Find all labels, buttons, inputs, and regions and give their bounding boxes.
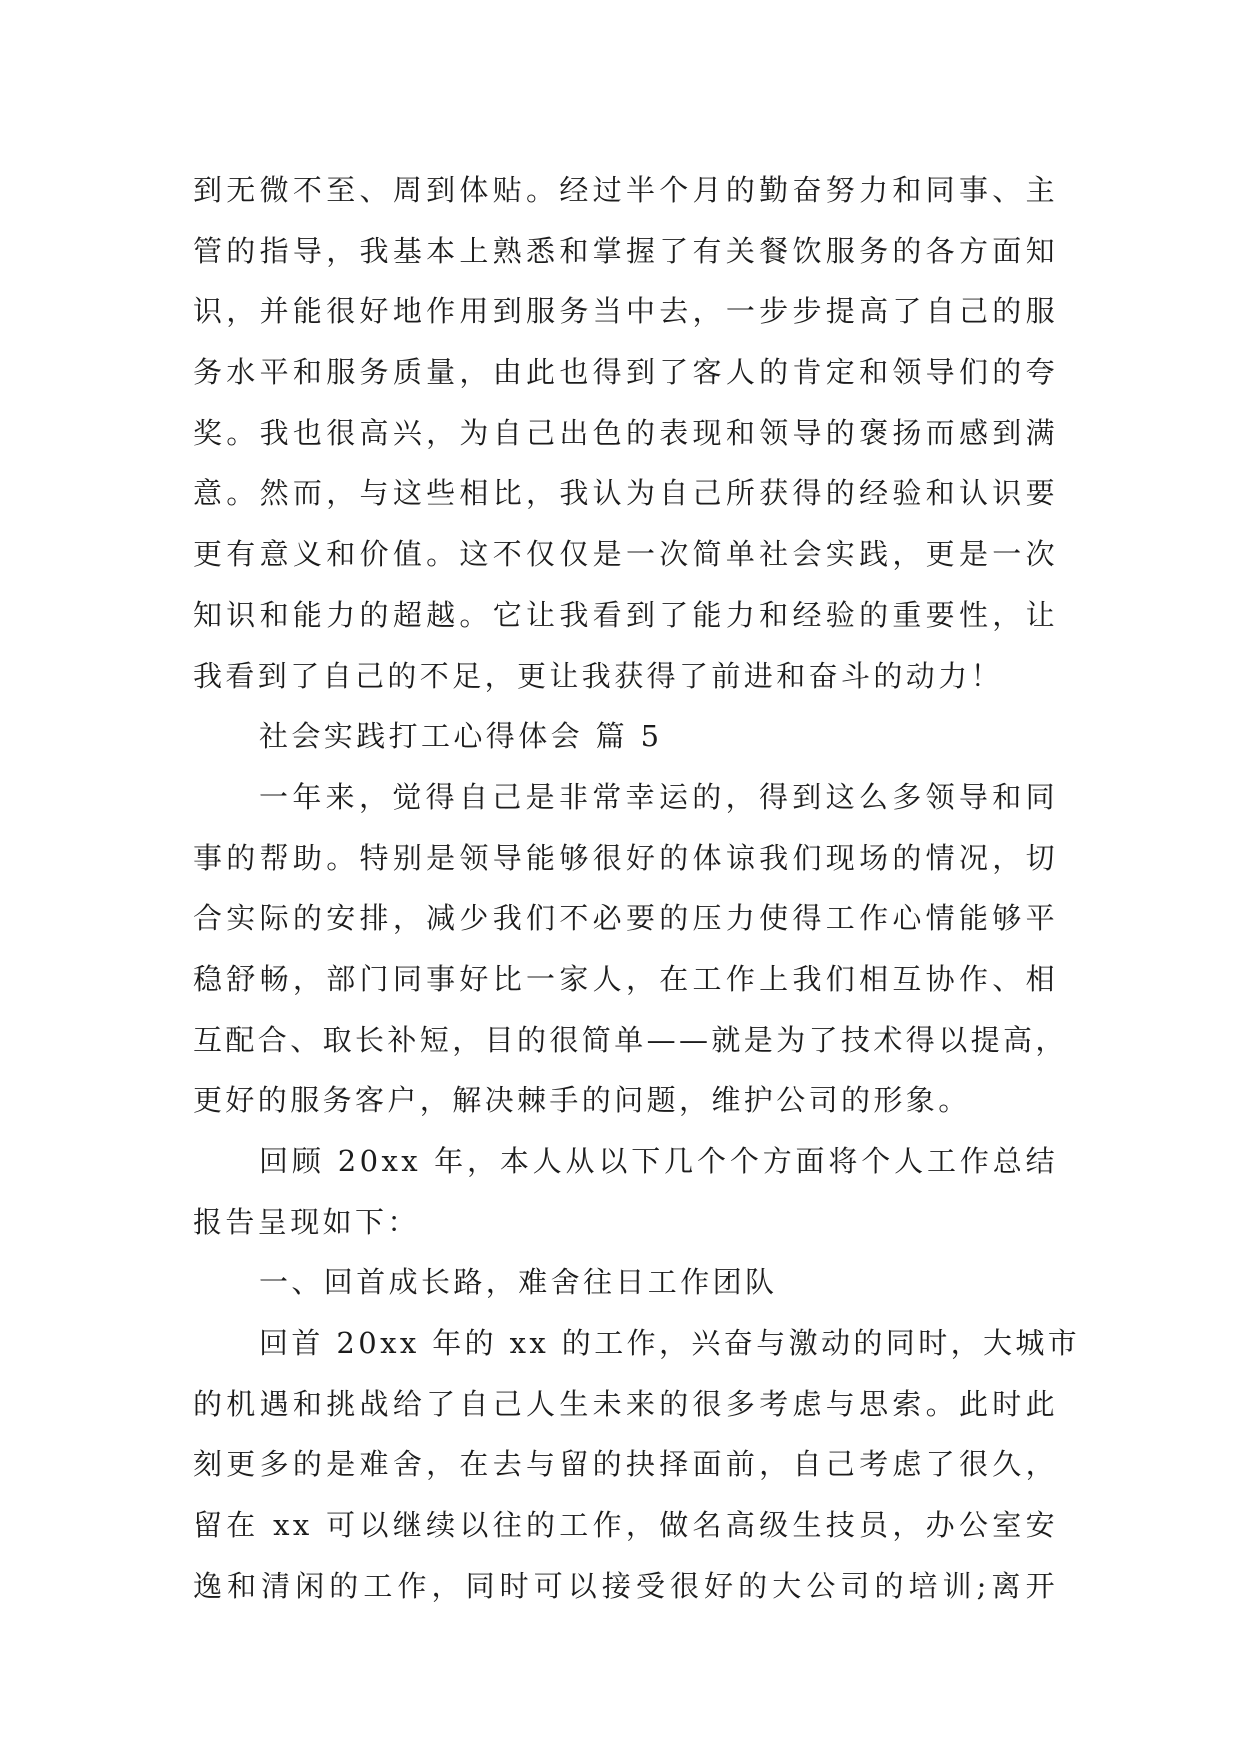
text-line: 回顾 20xx 年，本人从以下几个个方面将个人工作总结: [259, 1144, 1058, 1178]
text-line: 逸和清闲的工作，同时可以接受很好的大公司的培训;离开: [193, 1568, 1058, 1603]
text-line: 奖。我也很高兴，为自己出色的表现和领导的褒扬而感到满: [193, 415, 1058, 450]
text-line: 务水平和服务质量，由此也得到了客人的肯定和领导们的夸: [193, 355, 1058, 390]
text-line: 更有意义和价值。这不仅仅是一次简单社会实践，更是一次: [193, 537, 1058, 572]
text-line: 意。然而，与这些相比，我认为自己所获得的经验和认识要: [193, 476, 1058, 511]
text-line: 事的帮助。特别是领导能够很好的体谅我们现场的情况，切: [193, 840, 1058, 875]
text-line: 更好的服务客户，解决棘手的问题，维护公司的形象。: [193, 1083, 971, 1118]
text-line: 知识和能力的超越。它让我看到了能力和经验的重要性，让: [193, 597, 1058, 632]
text-line: 到无微不至、周到体贴。经过半个月的勤奋努力和同事、主: [193, 173, 1058, 207]
text-line: 合实际的安排，减少我们不必要的压力使得工作心情能够平: [193, 901, 1058, 936]
text-line: 刻更多的是难舍，在去与留的抉择面前，自己考虑了很久，: [193, 1447, 1058, 1482]
text-line: 的机遇和挑战给了自己人生未来的很多考虑与思索。此时此: [193, 1386, 1058, 1421]
text-line: 回首 20xx 年的 xx 的工作，兴奋与激动的同时，大城市: [259, 1326, 1081, 1361]
text-line: 留在 xx 可以继续以往的工作，做名高级生技员，办公室安: [193, 1508, 1058, 1543]
section-heading: 社会实践打工心得体会 篇 5: [259, 719, 663, 754]
text-line: 管的指导，我基本上熟悉和掌握了有关餐饮服务的各方面知: [193, 233, 1058, 268]
document-body: [193, 160, 1081, 1617]
text-line: 稳舒畅，部门同事好比一家人，在工作上我们相互协作、相: [193, 961, 1058, 996]
text-line: 报告呈现如下：: [193, 1204, 420, 1239]
text-line: 互配合、取长补短，目的很简单——就是为了技术得以提高，: [193, 1022, 1068, 1057]
text-line: 我看到了自己的不足，更让我获得了前进和奋斗的动力！: [193, 658, 1004, 693]
text-line: 识，并能很好地作用到服务当中去，一步步提高了自己的服: [193, 294, 1058, 329]
subheading: 一、回首成长路，难舍往日工作团队: [259, 1265, 778, 1300]
text-line: 一年来，觉得自己是非常幸运的，得到这么多领导和同: [259, 779, 1058, 814]
